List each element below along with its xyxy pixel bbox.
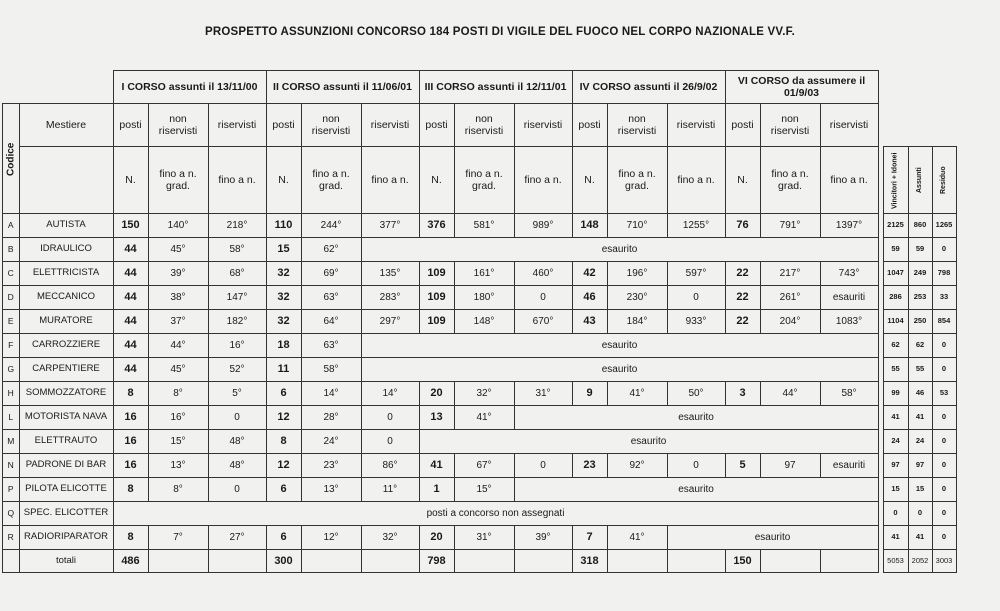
course-5-header: VI CORSO da assumere il 01/9/03 [725, 71, 878, 104]
posti-cell: 12 [266, 406, 301, 430]
vincitori-cell: 15 [883, 478, 908, 502]
vincitori-cell: 99 [883, 382, 908, 406]
fino-grad-header: fino a n. grad. [148, 147, 208, 214]
assunti-cell: 0 [908, 502, 932, 526]
value-cell: 196° [607, 262, 667, 286]
value-cell: 261° [760, 286, 820, 310]
assunti-cell: 860 [908, 214, 932, 238]
row-mestiere: PADRONE DI BAR [19, 454, 113, 478]
row-mestiere: CARPENTIERE [19, 358, 113, 382]
value-cell: 1083° [820, 310, 878, 334]
residuo-cell: 0 [932, 526, 956, 550]
table-row [3, 526, 957, 550]
assunti-cell: 41 [908, 406, 932, 430]
total-posti-cell: 318 [572, 550, 607, 573]
value-cell: 0 [667, 454, 725, 478]
value-cell: 68° [208, 262, 266, 286]
assunti-cell: 46 [908, 382, 932, 406]
value-cell: 7° [148, 526, 208, 550]
row-code: G [3, 358, 20, 382]
value-cell: 69° [301, 262, 361, 286]
row-code: Q [3, 502, 20, 526]
value-cell: 24° [301, 430, 361, 454]
posti-cell: 32 [266, 262, 301, 286]
value-cell: 45° [148, 358, 208, 382]
residuo-cell: 0 [932, 358, 956, 382]
non-riservisti-header: non riservisti [148, 104, 208, 147]
posti-header: posti [419, 104, 454, 147]
table-row [3, 214, 957, 238]
posti-cell: 8 [113, 526, 148, 550]
value-cell: 244° [301, 214, 361, 238]
empty-cell [208, 550, 266, 573]
assunti-cell: 249 [908, 262, 932, 286]
vincitori-cell: 1047 [883, 262, 908, 286]
table-row [3, 262, 957, 286]
value-cell: 64° [301, 310, 361, 334]
posti-cell: 12 [266, 454, 301, 478]
row-code: D [3, 286, 20, 310]
value-cell: 23° [301, 454, 361, 478]
fino-header: fino a n. [514, 147, 572, 214]
value-cell: 1255° [667, 214, 725, 238]
value-cell: 0 [361, 430, 419, 454]
value-cell: 230° [607, 286, 667, 310]
value-cell: 15° [148, 430, 208, 454]
value-cell: 0 [514, 454, 572, 478]
row-code: P [3, 478, 20, 502]
n-header: N. [725, 147, 760, 214]
residuo-cell: 33 [932, 286, 956, 310]
course-1-header: I CORSO assunti il 13/11/00 [113, 71, 266, 104]
row-code: B [3, 238, 20, 262]
posti-cell: 32 [266, 310, 301, 334]
value-cell: 58° [820, 382, 878, 406]
residuo-cell: 0 [932, 478, 956, 502]
posti-cell: 15 [266, 238, 301, 262]
value-cell: 31° [514, 382, 572, 406]
vincitori-cell: 59 [883, 238, 908, 262]
posti-cell: 41 [419, 454, 454, 478]
residuo-cell: 0 [932, 502, 956, 526]
value-cell: 180° [454, 286, 514, 310]
posti-cell: 43 [572, 310, 607, 334]
value-cell: 44° [148, 334, 208, 358]
posti-header: posti [572, 104, 607, 147]
posti-cell: 109 [419, 262, 454, 286]
value-cell: 933° [667, 310, 725, 334]
value-cell: 377° [361, 214, 419, 238]
row-code: F [3, 334, 20, 358]
status-note: esaurito [514, 478, 878, 502]
value-cell: 27° [208, 526, 266, 550]
value-cell: 743° [820, 262, 878, 286]
posti-cell: 3 [725, 382, 760, 406]
assunti-total: 2052 [908, 550, 932, 573]
value-cell: esauriti [820, 454, 878, 478]
status-note: esaurito [361, 358, 878, 382]
posti-cell: 376 [419, 214, 454, 238]
row-mestiere: RADIORIPARATOR [19, 526, 113, 550]
value-cell: 48° [208, 430, 266, 454]
row-mestiere: SPEC. ELICOTTER [19, 502, 113, 526]
residuo-header: Residuo [932, 147, 956, 214]
vincitori-cell: 55 [883, 358, 908, 382]
empty-cell [607, 550, 667, 573]
row-code: N [3, 454, 20, 478]
value-cell: 39° [148, 262, 208, 286]
value-cell: 11° [361, 478, 419, 502]
posti-cell: 150 [113, 214, 148, 238]
row-mestiere: MURATORE [19, 310, 113, 334]
value-cell: 28° [301, 406, 361, 430]
posti-cell: 22 [725, 286, 760, 310]
total-posti-cell: 150 [725, 550, 760, 573]
residuo-cell: 1265 [932, 214, 956, 238]
posti-header: posti [266, 104, 301, 147]
posti-header: posti [113, 104, 148, 147]
table-row [3, 478, 957, 502]
posti-cell: 8 [113, 382, 148, 406]
posti-cell: 148 [572, 214, 607, 238]
residuo-cell: 0 [932, 406, 956, 430]
row-code: L [3, 406, 20, 430]
value-cell: 135° [361, 262, 419, 286]
posti-cell: 44 [113, 334, 148, 358]
posti-cell: 8 [113, 478, 148, 502]
fino-grad-header: fino a n. grad. [760, 147, 820, 214]
empty-cell [361, 550, 419, 573]
value-cell: esauriti [820, 286, 878, 310]
value-cell: 16° [148, 406, 208, 430]
value-cell: 710° [607, 214, 667, 238]
posti-cell: 44 [113, 238, 148, 262]
residuo-cell: 0 [932, 238, 956, 262]
value-cell: 5° [208, 382, 266, 406]
vincitori-cell: 97 [883, 454, 908, 478]
empty-cell [760, 550, 820, 573]
posti-cell: 5 [725, 454, 760, 478]
posti-cell: 109 [419, 286, 454, 310]
posti-cell: 16 [113, 454, 148, 478]
value-cell: 32° [361, 526, 419, 550]
value-cell: 31° [454, 526, 514, 550]
value-cell: 0 [514, 286, 572, 310]
value-cell: 597° [667, 262, 725, 286]
value-cell: 13° [148, 454, 208, 478]
value-cell: 37° [148, 310, 208, 334]
value-cell: 0 [208, 478, 266, 502]
vincitori-cell: 24 [883, 430, 908, 454]
residuo-cell: 0 [932, 430, 956, 454]
vincitori-cell: 62 [883, 334, 908, 358]
posti-cell: 109 [419, 310, 454, 334]
assunti-cell: 41 [908, 526, 932, 550]
empty-cell [667, 550, 725, 573]
row-mestiere: MOTORISTA NAVA [19, 406, 113, 430]
posti-cell: 76 [725, 214, 760, 238]
course-4-header: IV CORSO assunti il 26/9/02 [572, 71, 725, 104]
row-mestiere: IDRAULICO [19, 238, 113, 262]
value-cell: 140° [148, 214, 208, 238]
table-row [3, 406, 957, 430]
fino-header: fino a n. [208, 147, 266, 214]
value-cell: 52° [208, 358, 266, 382]
n-header: N. [266, 147, 301, 214]
status-note: esaurito [361, 238, 878, 262]
residuo-cell: 0 [932, 334, 956, 358]
row-code: E [3, 310, 20, 334]
posti-cell: 16 [113, 430, 148, 454]
assunzioni-table [2, 70, 957, 573]
status-note: esaurito [514, 406, 878, 430]
vincitori-header: Vincitori + Idonei [883, 147, 908, 214]
assunti-cell: 24 [908, 430, 932, 454]
value-cell: 14° [361, 382, 419, 406]
value-cell: 0 [667, 286, 725, 310]
residuo-cell: 0 [932, 454, 956, 478]
value-cell: 460° [514, 262, 572, 286]
value-cell: 41° [607, 526, 667, 550]
residuo-total: 3003 [932, 550, 956, 573]
vincitori-cell: 0 [883, 502, 908, 526]
total-posti-cell: 486 [113, 550, 148, 573]
value-cell: 147° [208, 286, 266, 310]
value-cell: 14° [301, 382, 361, 406]
value-cell: 12° [301, 526, 361, 550]
table-row [3, 502, 957, 526]
posti-cell: 16 [113, 406, 148, 430]
vincitori-cell: 286 [883, 286, 908, 310]
posti-cell: 46 [572, 286, 607, 310]
vincitori-cell: 41 [883, 406, 908, 430]
row-code [3, 550, 20, 573]
assunti-cell: 253 [908, 286, 932, 310]
posti-cell: 6 [266, 526, 301, 550]
value-cell: 148° [454, 310, 514, 334]
value-cell: 50° [667, 382, 725, 406]
value-cell: 581° [454, 214, 514, 238]
value-cell: 86° [361, 454, 419, 478]
value-cell: 92° [607, 454, 667, 478]
totals-row [3, 550, 957, 573]
row-mestiere: ELETTRAUTO [19, 430, 113, 454]
value-cell: 58° [301, 358, 361, 382]
value-cell: 39° [514, 526, 572, 550]
row-code: H [3, 382, 20, 406]
row-mestiere: SOMMOZZATORE [19, 382, 113, 406]
fino-grad-header: fino a n. grad. [454, 147, 514, 214]
row-code: C [3, 262, 20, 286]
status-note: esaurito [419, 430, 878, 454]
non-riservisti-header: non riservisti [760, 104, 820, 147]
table-row [3, 382, 957, 406]
posti-cell: 9 [572, 382, 607, 406]
value-cell: 13° [301, 478, 361, 502]
value-cell: 8° [148, 478, 208, 502]
value-cell: 182° [208, 310, 266, 334]
fino-grad-header: fino a n. grad. [301, 147, 361, 214]
table-row [3, 430, 957, 454]
totals-label: totali [19, 550, 113, 573]
value-cell: 791° [760, 214, 820, 238]
riservisti-header: riservisti [361, 104, 419, 147]
posti-cell: 110 [266, 214, 301, 238]
total-posti-cell: 798 [419, 550, 454, 573]
non-riservisti-header: non riservisti [301, 104, 361, 147]
codice-header: Codice [3, 104, 20, 214]
value-cell: 1397° [820, 214, 878, 238]
posti-cell: 20 [419, 526, 454, 550]
empty-cell [301, 550, 361, 573]
posti-cell: 20 [419, 382, 454, 406]
assunti-cell: 59 [908, 238, 932, 262]
n-header: N. [419, 147, 454, 214]
value-cell: 62° [301, 238, 361, 262]
value-cell: 67° [454, 454, 514, 478]
value-cell: 58° [208, 238, 266, 262]
table-row [3, 358, 957, 382]
assunti-cell: 62 [908, 334, 932, 358]
assunti-cell: 15 [908, 478, 932, 502]
assunti-cell: 250 [908, 310, 932, 334]
posti-cell: 13 [419, 406, 454, 430]
posti-cell: 8 [266, 430, 301, 454]
course-3-header: III CORSO assunti il 12/11/01 [419, 71, 572, 104]
row-mestiere: MECCANICO [19, 286, 113, 310]
posti-cell: 32 [266, 286, 301, 310]
fino-header: fino a n. [667, 147, 725, 214]
assunti-cell: 97 [908, 454, 932, 478]
value-cell: 32° [454, 382, 514, 406]
posti-cell: 18 [266, 334, 301, 358]
course-2-header: II CORSO assunti il 11/06/01 [266, 71, 419, 104]
value-cell: 15° [454, 478, 514, 502]
non-riservisti-header: non riservisti [607, 104, 667, 147]
n-header: N. [113, 147, 148, 214]
vincitori-cell: 41 [883, 526, 908, 550]
residuo-cell: 53 [932, 382, 956, 406]
posti-cell: 7 [572, 526, 607, 550]
riservisti-header: riservisti [208, 104, 266, 147]
value-cell: 0 [208, 406, 266, 430]
row-mestiere: AUTISTA [19, 214, 113, 238]
empty-cell [148, 550, 208, 573]
value-cell: 63° [301, 286, 361, 310]
value-cell: 8° [148, 382, 208, 406]
total-posti-cell: 300 [266, 550, 301, 573]
value-cell: 204° [760, 310, 820, 334]
status-note: posti a concorso non assegnati [113, 502, 878, 526]
row-mestiere: PILOTA ELICOTTE [19, 478, 113, 502]
table-row [3, 310, 957, 334]
vincitori-cell: 1104 [883, 310, 908, 334]
value-cell: 989° [514, 214, 572, 238]
riservisti-header: riservisti [514, 104, 572, 147]
value-cell: 45° [148, 238, 208, 262]
posti-cell: 44 [113, 310, 148, 334]
posti-header: posti [725, 104, 760, 147]
value-cell: 48° [208, 454, 266, 478]
fino-header: fino a n. [361, 147, 419, 214]
fino-grad-header: fino a n. grad. [607, 147, 667, 214]
posti-cell: 1 [419, 478, 454, 502]
posti-cell: 44 [113, 262, 148, 286]
row-code: A [3, 214, 20, 238]
row-code: M [3, 430, 20, 454]
value-cell: 161° [454, 262, 514, 286]
empty-cell [514, 550, 572, 573]
posti-cell: 44 [113, 358, 148, 382]
value-cell: 16° [208, 334, 266, 358]
assunti-header: Assunti [908, 147, 932, 214]
value-cell: 670° [514, 310, 572, 334]
posti-cell: 23 [572, 454, 607, 478]
status-note: esaurito [361, 334, 878, 358]
value-cell: 217° [760, 262, 820, 286]
table-row [3, 454, 957, 478]
mestiere-header: Mestiere [19, 104, 113, 147]
value-cell: 283° [361, 286, 419, 310]
posti-cell: 44 [113, 286, 148, 310]
posti-cell: 6 [266, 382, 301, 406]
residuo-cell: 798 [932, 262, 956, 286]
riservisti-header: riservisti [820, 104, 878, 147]
posti-cell: 42 [572, 262, 607, 286]
n-header: N. [572, 147, 607, 214]
table-row [3, 286, 957, 310]
value-cell: 0 [361, 406, 419, 430]
non-riservisti-header: non riservisti [454, 104, 514, 147]
row-mestiere: ELETTRICISTA [19, 262, 113, 286]
posti-cell: 22 [725, 310, 760, 334]
document-title: PROSPETTO ASSUNZIONI CONCORSO 184 POSTI DI VIGILE DEL FUOCO NEL CORPO NAZIONALE VV.F. [205, 26, 795, 38]
posti-cell: 6 [266, 478, 301, 502]
empty-cell [820, 550, 878, 573]
empty-cell [454, 550, 514, 573]
table-row [3, 334, 957, 358]
fino-header: fino a n. [820, 147, 878, 214]
residuo-cell: 854 [932, 310, 956, 334]
value-cell: 297° [361, 310, 419, 334]
status-note: esaurito [667, 526, 878, 550]
value-cell: 218° [208, 214, 266, 238]
value-cell: 63° [301, 334, 361, 358]
value-cell: 41° [607, 382, 667, 406]
posti-cell: 11 [266, 358, 301, 382]
table-row [3, 238, 957, 262]
value-cell: 97 [760, 454, 820, 478]
value-cell: 184° [607, 310, 667, 334]
assunti-cell: 55 [908, 358, 932, 382]
riservisti-header: riservisti [667, 104, 725, 147]
row-mestiere: CARROZZIERE [19, 334, 113, 358]
vincitori-total: 5053 [883, 550, 908, 573]
value-cell: 41° [454, 406, 514, 430]
value-cell: 38° [148, 286, 208, 310]
posti-cell: 22 [725, 262, 760, 286]
vincitori-cell: 2125 [883, 214, 908, 238]
row-code: R [3, 526, 20, 550]
value-cell: 44° [760, 382, 820, 406]
